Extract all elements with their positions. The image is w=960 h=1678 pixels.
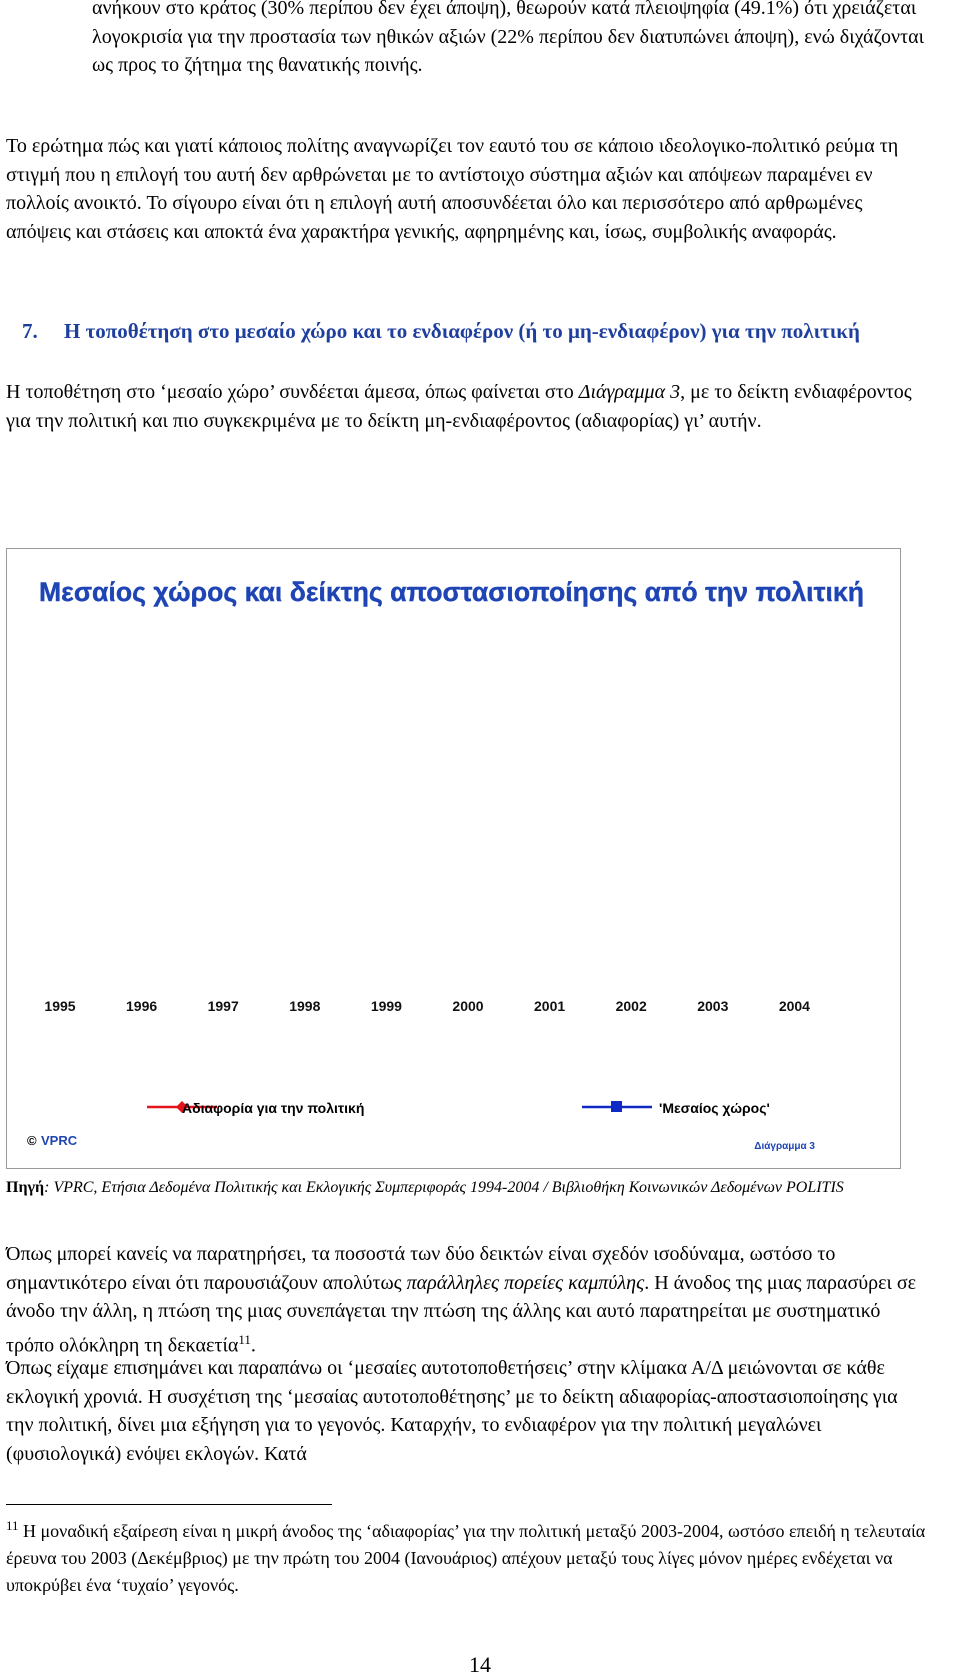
x-tick-label: 1995 — [44, 998, 76, 1014]
footnote — [6, 1512, 926, 1599]
x-tick-label: 2000 — [452, 998, 484, 1014]
x-tick-label: 2003 — [697, 998, 729, 1014]
x-tick-label: 1997 — [207, 998, 239, 1014]
paragraph-text: Η τοποθέτηση στο ‘μεσαίο χώρο’ συνδέεται άμεσα, όπως φαίνεται στο — [6, 381, 579, 403]
brand-logo: VPRC — [41, 1133, 78, 1148]
paragraph-ideology: Το ερώτημα πώς και γιατί κάποιος πολίτης αναγνωρίζει τον εαυτό του σε κάποιο ιδεολογικο-πολιτικό ρεύμα τη στιγμή που η επιλογή του αυτή δεν αρθρώνεται με το αντίστοιχο σύστημα αξιών και απόψεων παραμένει εν πολλοίς ανοικτό. Το σίγουρο είναι ότι η επιλογή αυτή αποσυνδέεται όλο και περισσότερο από αρθρωμένες απόψεις και στάσεις και αποκτά ένα χαρακτήρα γενικής, αφηρημένης και, ίσως, συμβολικής αναφοράς. — [6, 135, 899, 243]
section-title: Η τοποθέτηση στο μεσαίο χώρο και το ενδιαφέρον (ή το μη-ενδιαφέρον) για την πολιτική — [64, 319, 860, 343]
x-tick-label: 1999 — [370, 998, 402, 1014]
x-tick-label: 2001 — [534, 998, 566, 1014]
x-tick-label: 2002 — [615, 998, 647, 1014]
x-tick-label: 1998 — [289, 998, 321, 1014]
copyright-symbol: © — [27, 1133, 37, 1148]
paragraph-middle-space — [6, 378, 926, 435]
source-text: : VPRC, Ετήσια Δεδομένα Πολιτικής και Εκλογικής Συμπεριφοράς 1994-2004 / Βιβλιοθήκη Κοινωνικών Δεδομένων POLITIS — [44, 1179, 844, 1196]
paragraph-middle-self-placement: Όπως είχαμε επισημάνει και παραπάνω οι ‘μεσαίες αυτοτοποθετήσεις’ στην κλίμακα Α/Δ μειώνονται σε κάθε εκλογική χρονιά. Η συσχέτιση της ‘μεσαίας αυτοτοποθέτησης’ με το δείκτη αδιαφορίας-αποστασιοποίησης για την πολιτική, δίνει μια εξήγηση για το γεγονός. Καταρχήν, το ενδιαφέρον για την πολιτική μεγαλώνει (φυσιολογικά) ενόψει εκλογών. Κατά — [6, 1357, 898, 1465]
legend-label-indifference: Αδιαφορία για την πολιτική — [182, 1100, 365, 1116]
paragraph-text: Όπως μπορεί κανείς να παρατηρήσει, τα ποσοστά των δύο δεικτών είναι σχεδόν ισοδύναμα, ωστόσο το σημαντικότερο είναι ότι παρουσιάζουν απολύτως — [6, 1243, 836, 1294]
page-number: 14 — [469, 1652, 491, 1677]
legend-label-middle-space: 'Μεσαίος χώρος' — [659, 1100, 770, 1116]
paragraph-text: , με το δείκτη ενδιαφέροντος για την πολιτική και πιο συγκεκριμένα με το δείκτη μη-ενδιαφέροντος (αδιαφορίας) γι’ αυτήν. — [6, 381, 912, 432]
chart-frame — [6, 548, 901, 1169]
paragraph-text: . Η άνοδος της μιας παρασύρει σε άνοδο την άλλη, η πτώση της μιας συνεπάγεται την πτώση της άλλης και αυτό παρατηρείται με συστηματικό τρόπο ολόκληρη τη δεκαετία — [6, 1271, 917, 1357]
paragraph-text: . — [250, 1334, 256, 1357]
diagram-tag: Διάγραμμα 3 — [754, 1141, 815, 1152]
chart-title: Μεσαίος χώρος και δείκτης αποστασιοποίησης από την πολιτική — [39, 577, 864, 607]
intro-paragraph: ανήκουν στο κράτος (30% περίπου δεν έχει άποψη), θεωρούν κατά πλειοψηφία (49.1%) ότι χρειάζεται λογοκρισία για την προστασία των ηθικών αξιών (22% περίπου δεν διατυπώνει άποψη), ενώ διχάζονται ως προς το ζήτημα της θανατικής ποινής. — [92, 0, 924, 76]
section-heading — [22, 316, 922, 346]
footnote-separator — [6, 1504, 332, 1505]
section-number: 7. — [22, 319, 38, 343]
footnote-text: Η μοναδική εξαίρεση είναι η μικρή άνοδος της ‘αδιαφορίας’ για την πολιτική μεταξύ 2003-2004, ωστόσο επειδή η τελευταία έρευνα του 2003 (Δεκέμβριος) με την πρώτη του 2004 (Ιανουάριος) απέχουν μεταξύ τους λίγες μόνον ημέρες ενδέχεται να υποκρύβει ένα ‘τυχαίο’ γεγονός. — [6, 1521, 926, 1595]
legend-marker-middle-space — [611, 1101, 622, 1112]
chart-source — [6, 1177, 916, 1198]
line-chart — [7, 549, 902, 1170]
chart-legend — [147, 1100, 770, 1116]
footnote-number: 11 — [6, 1518, 19, 1533]
emphasis-text: παράλληλες πορείες καμπύλης — [406, 1271, 645, 1294]
x-tick-label: 1996 — [126, 998, 158, 1014]
paragraph-parallel-curves — [6, 1240, 926, 1360]
x-tick-label: 2004 — [778, 998, 810, 1014]
source-label: Πηγή — [6, 1179, 45, 1196]
footnote-reference: 11 — [238, 1331, 251, 1347]
diagram-reference: Διάγραμμα 3 — [578, 381, 681, 403]
